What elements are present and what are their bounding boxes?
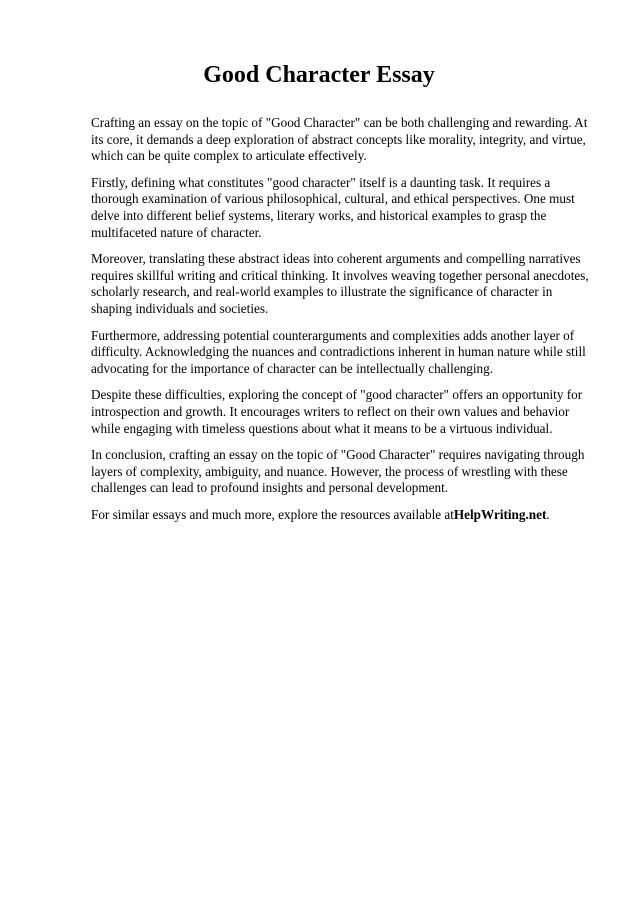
paragraph-1: Crafting an essay on the topic of "Good Character" can be both challenging and rewarding. At its core, it demands a deep exploration of abstract concepts like morality, integrity, and virtue, which can be quite complex to articulate effectively. [91, 115, 588, 164]
paragraph-4: Furthermore, addressing potential counterarguments and complexities adds another layer of difficulty. Acknowledging the nuances and contradictions inherent in human nature while still advocating for the importance of character can be intellectually challenging. [91, 327, 586, 376]
closing-paragraph [91, 507, 590, 524]
paragraph-3: Moreover, translating these abstract ideas into coherent arguments and compelling narratives requires skillful writing and critical thinking. It involves weaving together personal anecdotes, scholarly research, and real-world examples to illustrate the significance of character in shaping individuals and societies. [91, 251, 589, 316]
paragraph-5: Despite these difficulties, exploring the concept of "good character" offers an opportunity for introspection and growth. It encourages writers to reflect on their own values and behavior while engaging with timeless questions about what it means to be a virtuous individual. [91, 387, 583, 436]
closing-text: For similar essays and much more, explore the resources available at [91, 506, 454, 522]
document-title: Good Character Essay [203, 62, 435, 88]
paragraph-6: In conclusion, crafting an essay on the topic of "Good Character" requires navigating through layers of complexity, ambiguity, and nuance. However, the process of wrestling with these challenges can lead to profound insights and personal development. [91, 447, 585, 496]
helpwriting-link[interactable]: HelpWriting.net [453, 506, 547, 522]
paragraph-2: Firstly, defining what constitutes "good character" itself is a daunting task. It requires a thorough examination of various philosophical, cultural, and ethical perspectives. One must delve into different belief systems, literary works, and historical examples to grasp the multifaceted nature of character. [91, 174, 575, 240]
closing-period: . [546, 506, 550, 522]
